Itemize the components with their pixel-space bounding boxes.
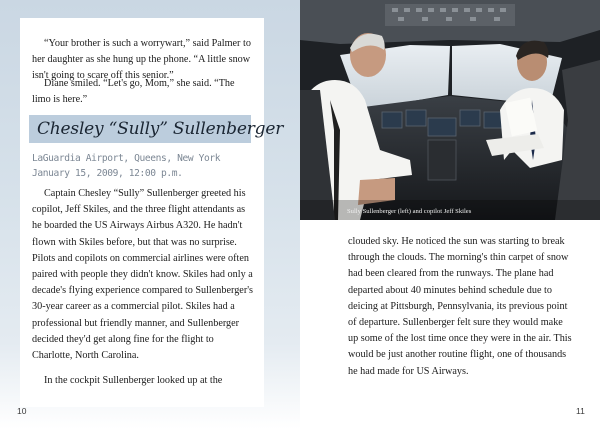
dateline-location: LaGuardia Airport, Queens, New York bbox=[32, 153, 221, 164]
dateline bbox=[32, 151, 220, 181]
photo-caption: Sully Sullenberger (left) and copilot Jeff Skiles bbox=[347, 208, 472, 215]
body-paragraph-1: Captain Chesley “Sully” Sullenberger greeted his copilot, Jeff Skiles, and the three flight attendants as he boarded the US Airways Airbus A320. He hadn't flown with Skiles before, but that was no surprise. Pilots and copilots on commercial airlines were often paired with people they didn't know. Skiles had only a decade's flying experience compared to Sullenberger's 30-year career as a commercial pilot. Skiles had a professional but friendly manner, and Sullenberger decided they'd get along fine for the flight to Charlotte, North Carolina. bbox=[32, 188, 254, 362]
body-paragraph-2: In the cockpit Sullenberger looked up at the bbox=[44, 375, 223, 386]
right-body-paragraph: clouded sky. He noticed the sun was starting to break through the clouds. The morning's thin carpet of snow had been cleared from the runways. The plane had departed about 40 minutes behind schedule due to deicing at Pittsburgh, Pennsylvania, its previous point of departure. Sullenberger felt sure they would make up some of the lost time once they were in the air. This would be just another routine flight, one of thousands he had made for US Airways. bbox=[348, 236, 572, 377]
cockpit-photo bbox=[300, 0, 600, 220]
intro-paragraph-1: “Your brother is such a worrywart,” said Palmer to her daughter as she hung up the phone. “A little snow isn't going to scare off this senior.” bbox=[32, 38, 251, 82]
page-number-right: 11 bbox=[576, 406, 585, 416]
page-number-left: 10 bbox=[17, 406, 27, 416]
dateline-time: January 15, 2009, 12:00 p.m. bbox=[32, 168, 183, 179]
intro-paragraph-2: Diane smiled. “Let's go, Mom,” she said. “The limo is here.” bbox=[32, 78, 235, 106]
section-heading: Chesley “Sully” Sullenberger bbox=[37, 119, 284, 139]
